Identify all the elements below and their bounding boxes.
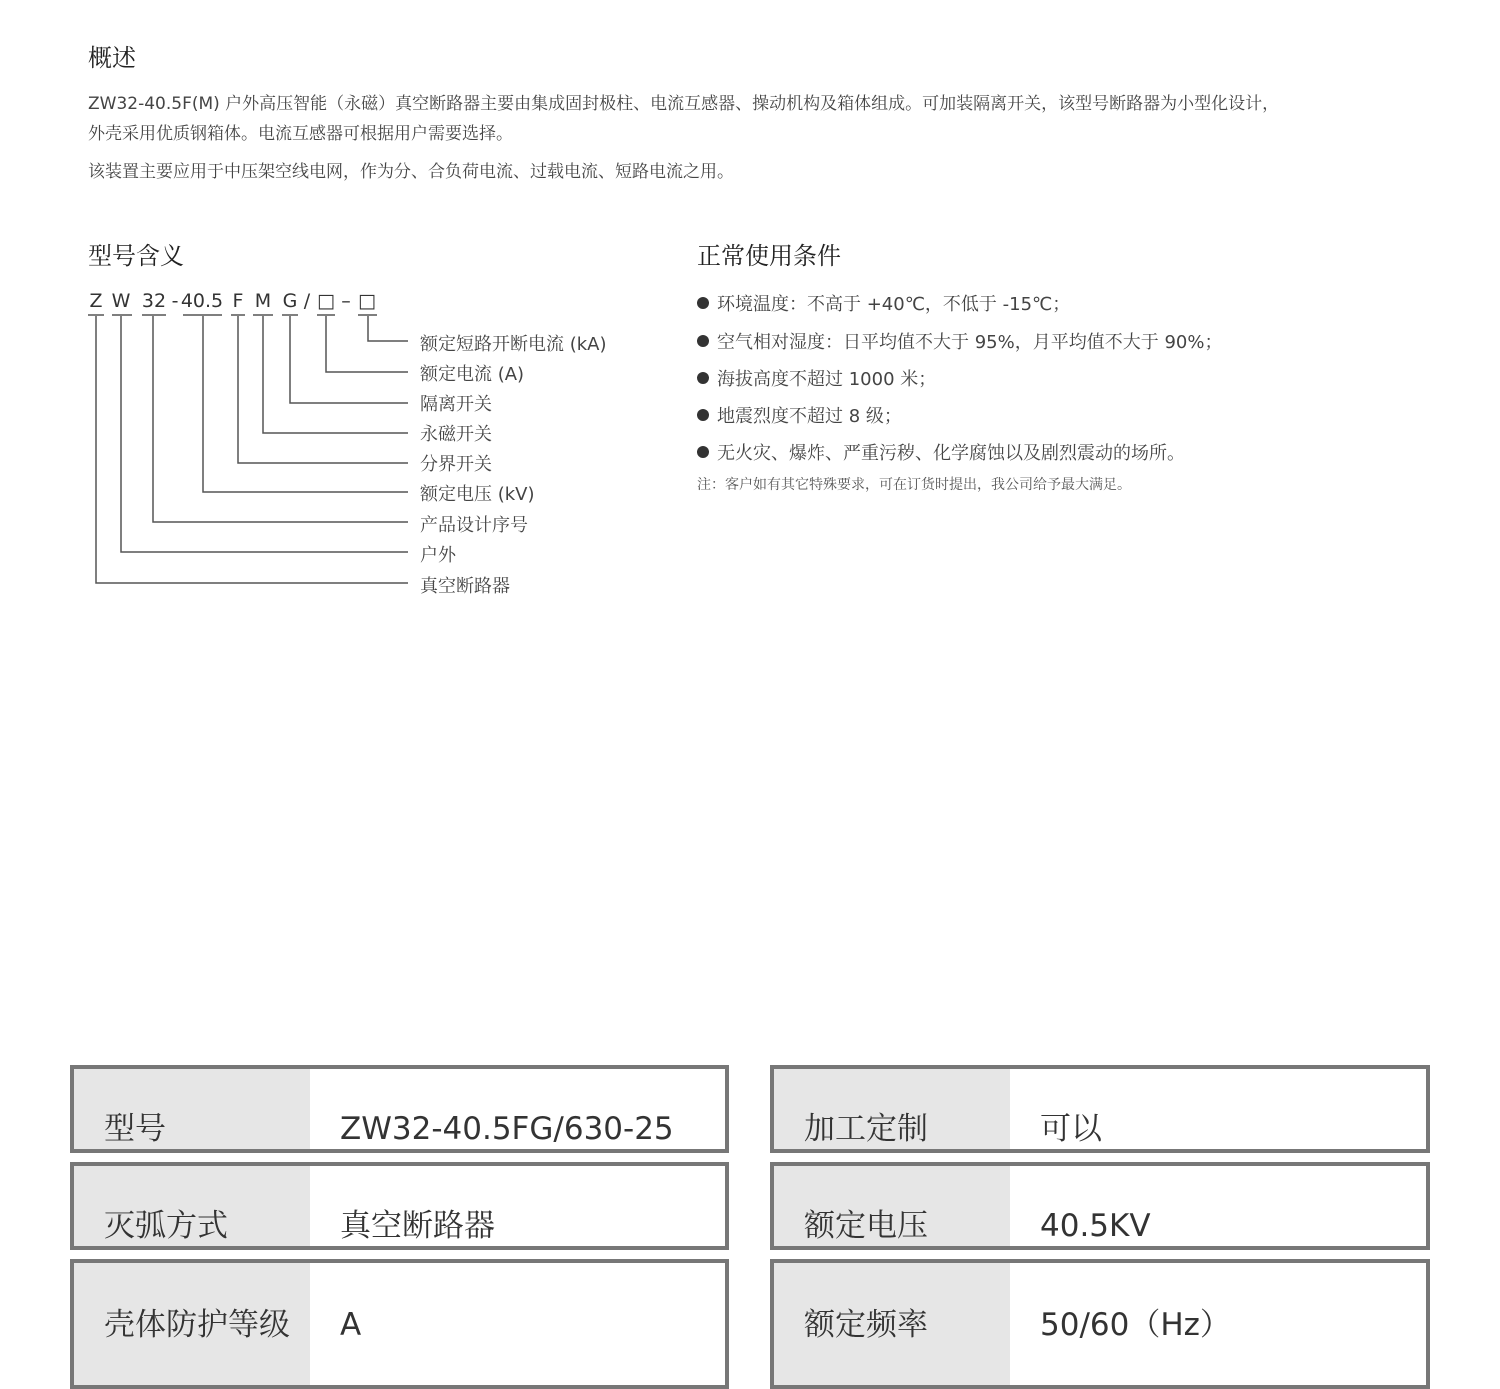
label-vacuum-breaker: 真空断路器 [420,576,510,597]
label-design-number: 产品设计序号 [420,515,528,536]
spec-value: 40.5KV [1040,1208,1151,1244]
condition-item: 海拔高度不超过 1000 米； [697,365,936,391]
label-isolating-switch: 隔离开关 [420,394,492,415]
spec-value: 真空断路器 [340,1208,495,1244]
code-part-endash: – [341,290,351,312]
spec-row-rated-frequency [770,1259,1430,1389]
code-part-box-1: □ [317,290,335,312]
model-meaning-title: 型号含义 [88,242,184,270]
label-rated-breaking-current: 额定短路开断电流 (kA) [420,334,607,355]
code-part-f: F [232,290,244,312]
bullet-icon [697,297,709,309]
spec-row-customization [770,1065,1430,1153]
spec-value: 50/60（Hz） [1040,1307,1231,1343]
code-part-g: G [282,290,298,312]
overview-title: 概述 [88,44,136,72]
code-part-w: W [111,290,131,312]
overview-paragraph-2: 该装置主要应用于中压架空线电网，作为分、合负荷电流、过载电流、短路电流之用。 [88,162,734,182]
conditions-note: 注：客户如有其它特殊要求，可在订货时提出，我公司给予最大满足。 [697,477,1131,493]
condition-item: 环境温度：不高于 +40℃，不低于 -15℃； [697,290,1070,316]
code-part-z: Z [89,290,103,312]
spec-key: 额定频率 [774,1263,1010,1385]
label-outdoor: 户外 [420,545,456,566]
condition-item: 地震烈度不超过 8 级； [697,402,902,428]
spec-key: 壳体防护等级 [74,1263,310,1385]
label-permanent-magnet-switch: 永磁开关 [420,424,492,445]
code-part-32: 32 [141,290,167,312]
spec-row-model [70,1065,729,1153]
code-part-dash: - [171,290,179,312]
spec-value: A [340,1307,362,1343]
bullet-icon [697,409,709,421]
code-part-40-5: 40.5 [180,290,224,312]
spec-key: 加工定制 [774,1069,1010,1149]
label-rated-voltage: 额定电压 (kV) [420,484,535,505]
bullet-icon [697,372,709,384]
spec-row-arc-method [70,1162,729,1250]
bullet-icon [697,335,709,347]
spec-row-enclosure-protection [70,1259,729,1389]
code-part-m: M [254,290,272,312]
overview-paragraph-line-1: ZW32-40.5F(M) 户外高压智能（永磁）真空断路器主要由集成固封极柱、电流互感器、操动机构及箱体组成。可加装隔离开关，该型号断路器为小型化设计， [88,94,1280,114]
spec-value: ZW32-40.5FG/630-25 [340,1111,674,1147]
spec-row-rated-voltage [770,1162,1430,1250]
spec-key: 型号 [74,1069,310,1149]
overview-paragraph-line-2: 外壳采用优质钢箱体。电流互感器可根据用户需要选择。 [88,124,513,144]
bullet-icon [697,446,709,458]
condition-item: 空气相对湿度：日平均值不大于 95%，月平均值不大于 90%； [697,328,1222,354]
spec-key: 灭弧方式 [74,1166,310,1246]
conditions-title: 正常使用条件 [697,242,841,270]
label-rated-current: 额定电流 (A) [420,364,525,385]
label-boundary-switch: 分界开关 [420,454,492,475]
spec-value: 可以 [1040,1111,1102,1147]
spec-key: 额定电压 [774,1166,1010,1246]
condition-item: 无火灾、爆炸、严重污秽、化学腐蚀以及剧烈震动的场所。 [697,439,1185,465]
code-part-slash: / [303,290,311,312]
code-part-box-2: □ [358,290,376,312]
